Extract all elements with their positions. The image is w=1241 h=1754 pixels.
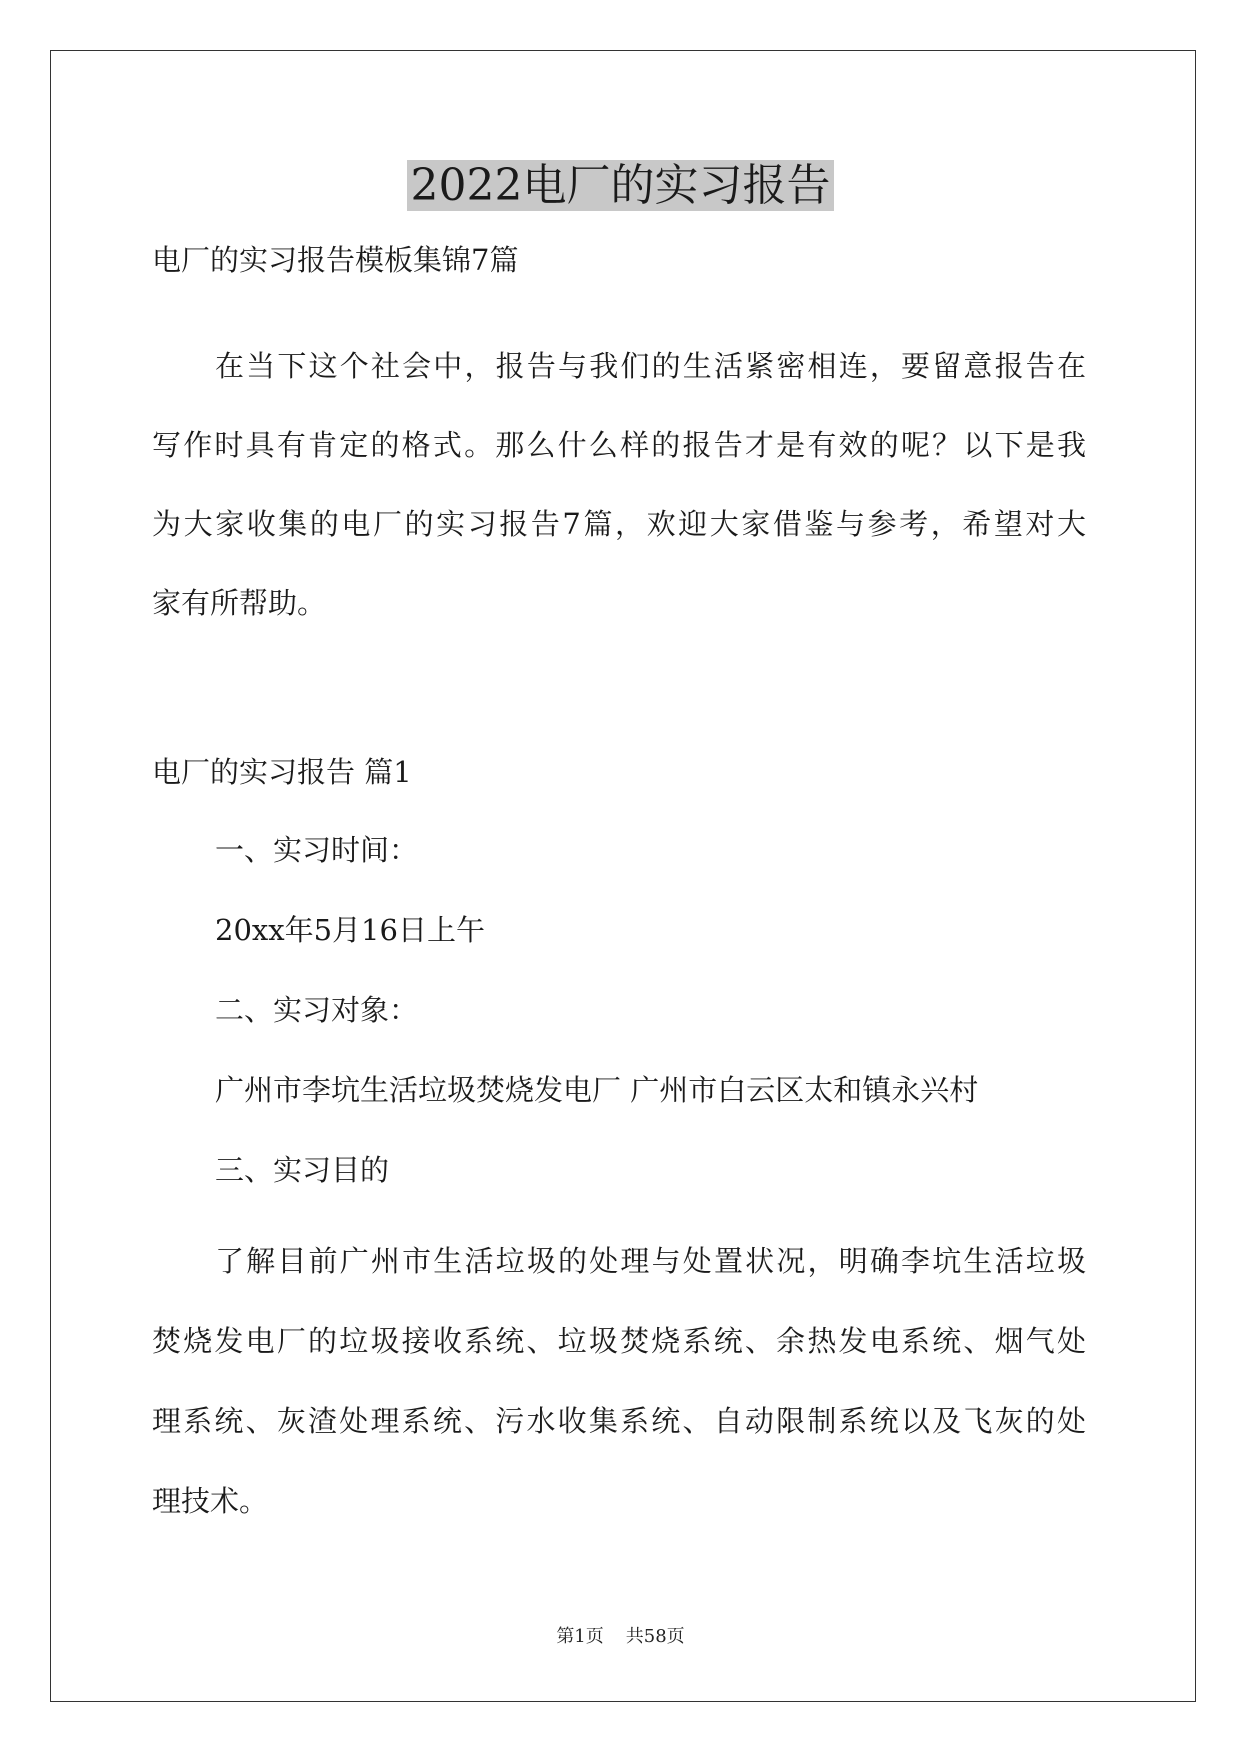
item-line: 广州市李坑生活垃圾焚烧发电厂 广州市白云区太和镇永兴村 — [215, 1073, 979, 1107]
item-line: 20xx年5月16日上午 — [215, 913, 485, 947]
item-line: 一、实习时间： — [215, 833, 419, 867]
document-title — [0, 156, 1241, 216]
purpose-line: 了解目前广州市生活垃圾的处理与处置状况，明确李坑生活垃圾 — [215, 1244, 1086, 1278]
purpose-line: 理技术。 — [152, 1484, 269, 1518]
page-border — [50, 50, 1196, 1702]
intro-line: 家有所帮助。 — [152, 586, 327, 620]
intro-line: 在当下这个社会中，报告与我们的生活紧密相连，要留意报告在 — [215, 349, 1086, 383]
intro-line: 写作时具有肯定的格式。那么什么样的报告才是有效的呢？以下是我 — [152, 428, 1086, 462]
document-subtitle: 电厂的实习报告模板集锦7篇 — [152, 243, 519, 277]
intro-line: 为大家收集的电厂的实习报告7篇，欢迎大家借鉴与参考，希望对大 — [152, 507, 1086, 541]
page-footer — [0, 1625, 1241, 1649]
purpose-line: 理系统、灰渣处理系统、污水收集系统、自动限制系统以及飞灰的处 — [152, 1404, 1086, 1438]
item-line: 二、实习对象： — [215, 993, 419, 1027]
page-total: 共58页 — [625, 1626, 685, 1647]
section-heading: 电厂的实习报告 篇1 — [152, 755, 412, 789]
item-line: 三、实习目的 — [215, 1153, 390, 1187]
purpose-line: 焚烧发电厂的垃圾接收系统、垃圾焚烧系统、余热发电系统、烟气处 — [152, 1324, 1086, 1358]
page-number: 第1页 — [556, 1626, 604, 1647]
document-title-text: 2022电厂的实习报告 — [407, 160, 835, 211]
